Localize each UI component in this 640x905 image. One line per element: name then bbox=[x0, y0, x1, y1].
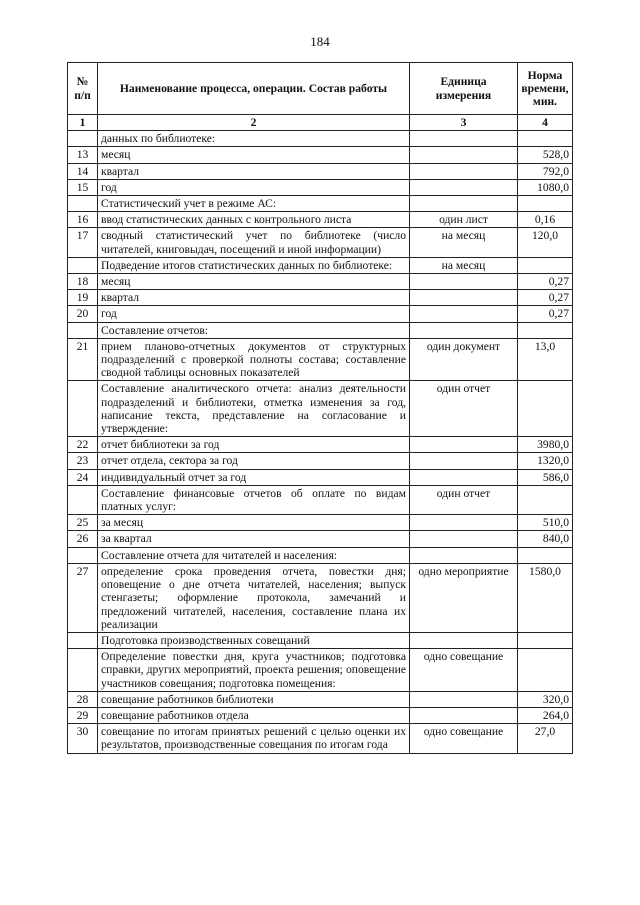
table-row bbox=[68, 649, 573, 692]
row-unit: одно совещание bbox=[410, 649, 518, 692]
table-row bbox=[68, 691, 573, 707]
row-unit bbox=[410, 453, 518, 469]
header-time-norm: Норма времени, мин. bbox=[518, 63, 573, 115]
row-time-norm: 1580,0 bbox=[518, 563, 573, 632]
row-number: 24 bbox=[68, 469, 98, 485]
row-number: 15 bbox=[68, 179, 98, 195]
row-number: 14 bbox=[68, 163, 98, 179]
row-time-norm: 27,0 bbox=[518, 724, 573, 753]
row-time-norm: 3980,0 bbox=[518, 437, 573, 453]
row-unit: на месяц bbox=[410, 228, 518, 257]
table-row bbox=[68, 381, 573, 437]
header-number: № п/п bbox=[68, 63, 98, 115]
row-description: Составление отчетов: bbox=[98, 322, 410, 338]
table-row bbox=[68, 290, 573, 306]
row-unit bbox=[410, 179, 518, 195]
row-description: месяц bbox=[98, 274, 410, 290]
row-number bbox=[68, 257, 98, 273]
row-number: 28 bbox=[68, 691, 98, 707]
row-time-norm: 13,0 bbox=[518, 338, 573, 381]
row-number: 19 bbox=[68, 290, 98, 306]
row-description: определение срока проведения отчета, повестки дня; оповещение о дне отчета читателей, населения; выпуск стенгазеты; оформление протокола, замечаний и предложений читателей, населения, составление плана их реализации bbox=[98, 563, 410, 632]
row-time-norm bbox=[518, 257, 573, 273]
row-description: квартал bbox=[98, 163, 410, 179]
row-time-norm: 0,27 bbox=[518, 290, 573, 306]
row-unit bbox=[410, 131, 518, 147]
table-row bbox=[68, 196, 573, 212]
row-time-norm bbox=[518, 547, 573, 563]
row-number: 25 bbox=[68, 515, 98, 531]
table-row bbox=[68, 274, 573, 290]
column-number-1: 1 bbox=[68, 115, 98, 131]
row-unit bbox=[410, 691, 518, 707]
row-number: 18 bbox=[68, 274, 98, 290]
row-number bbox=[68, 632, 98, 648]
row-time-norm bbox=[518, 381, 573, 437]
row-description: за месяц bbox=[98, 515, 410, 531]
row-unit bbox=[410, 515, 518, 531]
row-number: 29 bbox=[68, 707, 98, 723]
row-time-norm bbox=[518, 632, 573, 648]
column-number-4: 4 bbox=[518, 115, 573, 131]
row-number: 27 bbox=[68, 563, 98, 632]
row-number: 22 bbox=[68, 437, 98, 453]
header-row bbox=[68, 63, 573, 115]
row-unit bbox=[410, 469, 518, 485]
table-row bbox=[68, 338, 573, 381]
table-row bbox=[68, 147, 573, 163]
table-row bbox=[68, 453, 573, 469]
row-number bbox=[68, 547, 98, 563]
column-number-2: 2 bbox=[98, 115, 410, 131]
row-description: за квартал bbox=[98, 531, 410, 547]
row-time-norm bbox=[518, 131, 573, 147]
row-time-norm: 0,27 bbox=[518, 274, 573, 290]
row-description: год bbox=[98, 306, 410, 322]
row-description: Составление финансовые отчетов об оплате по видам платных услуг: bbox=[98, 485, 410, 514]
table-row bbox=[68, 707, 573, 723]
row-unit: один лист bbox=[410, 212, 518, 228]
row-time-norm: 792,0 bbox=[518, 163, 573, 179]
row-description: квартал bbox=[98, 290, 410, 306]
page-number: 184 bbox=[310, 34, 330, 49]
row-time-norm bbox=[518, 196, 573, 212]
row-number bbox=[68, 485, 98, 514]
table-row bbox=[68, 437, 573, 453]
row-time-norm: 840,0 bbox=[518, 531, 573, 547]
row-time-norm: 586,0 bbox=[518, 469, 573, 485]
table-row bbox=[68, 228, 573, 257]
row-unit: один отчет bbox=[410, 381, 518, 437]
row-unit: один документ bbox=[410, 338, 518, 381]
table-row bbox=[68, 485, 573, 514]
header-unit: Единица измерения bbox=[410, 63, 518, 115]
row-number bbox=[68, 131, 98, 147]
row-time-norm: 0,16 bbox=[518, 212, 573, 228]
table-row bbox=[68, 322, 573, 338]
row-description: ввод статистических данных с контрольного листа bbox=[98, 212, 410, 228]
row-unit: одно совещание bbox=[410, 724, 518, 753]
row-description: Определение повестки дня, круга участников; подготовка справки, других мероприятий, проекта решения; оповещение участников совещания; подготовка помещения: bbox=[98, 649, 410, 692]
table-row bbox=[68, 547, 573, 563]
row-time-norm bbox=[518, 322, 573, 338]
row-unit bbox=[410, 437, 518, 453]
table-row bbox=[68, 306, 573, 322]
table-row bbox=[68, 257, 573, 273]
row-description: сводный статистический учет по библиотеке (число читателей, книговыдач, посещений и иной информации) bbox=[98, 228, 410, 257]
row-number: 17 bbox=[68, 228, 98, 257]
time-norms-table bbox=[67, 62, 573, 754]
row-description: Составление аналитического отчета: анализ деятельности подразделений и библиотеки, отметка изменения за год, написание текста, представление на согласование и утверждение: bbox=[98, 381, 410, 437]
row-number: 30 bbox=[68, 724, 98, 753]
row-number bbox=[68, 381, 98, 437]
table-row bbox=[68, 469, 573, 485]
row-time-norm bbox=[518, 485, 573, 514]
row-description: Подведение итогов статистических данных по библиотеке: bbox=[98, 257, 410, 273]
row-unit bbox=[410, 196, 518, 212]
row-time-norm: 1320,0 bbox=[518, 453, 573, 469]
row-description: Составление отчета для читателей и населения: bbox=[98, 547, 410, 563]
table-row bbox=[68, 212, 573, 228]
table-row bbox=[68, 531, 573, 547]
row-unit bbox=[410, 163, 518, 179]
row-number bbox=[68, 196, 98, 212]
row-description: отчет отдела, сектора за год bbox=[98, 453, 410, 469]
table-row bbox=[68, 515, 573, 531]
row-unit bbox=[410, 632, 518, 648]
row-unit: одно мероприятие bbox=[410, 563, 518, 632]
row-unit bbox=[410, 707, 518, 723]
column-numbers-row bbox=[68, 115, 573, 131]
row-number: 20 bbox=[68, 306, 98, 322]
row-number: 16 bbox=[68, 212, 98, 228]
table-body bbox=[68, 131, 573, 753]
row-unit bbox=[410, 290, 518, 306]
row-time-norm: 528,0 bbox=[518, 147, 573, 163]
table-row bbox=[68, 563, 573, 632]
column-number-3: 3 bbox=[410, 115, 518, 131]
table-row bbox=[68, 163, 573, 179]
row-description: год bbox=[98, 179, 410, 195]
table-row bbox=[68, 179, 573, 195]
row-description: совещание работников отдела bbox=[98, 707, 410, 723]
row-number: 26 bbox=[68, 531, 98, 547]
table-row bbox=[68, 724, 573, 753]
row-description: Подготовка производственных совещаний bbox=[98, 632, 410, 648]
row-unit bbox=[410, 547, 518, 563]
row-unit: на месяц bbox=[410, 257, 518, 273]
row-unit: один отчет bbox=[410, 485, 518, 514]
table-row bbox=[68, 131, 573, 147]
row-unit bbox=[410, 147, 518, 163]
row-number: 23 bbox=[68, 453, 98, 469]
row-time-norm: 0,27 bbox=[518, 306, 573, 322]
row-unit bbox=[410, 322, 518, 338]
row-time-norm: 1080,0 bbox=[518, 179, 573, 195]
row-time-norm: 510,0 bbox=[518, 515, 573, 531]
row-description: прием планово-отчетных документов от структурных подразделений с проверкой полноты состава; составление сводной таблицы основных показателей bbox=[98, 338, 410, 381]
row-description: индивидуальный отчет за год bbox=[98, 469, 410, 485]
row-description: месяц bbox=[98, 147, 410, 163]
row-time-norm: 264,0 bbox=[518, 707, 573, 723]
row-description: данных по библиотеке: bbox=[98, 131, 410, 147]
table-row bbox=[68, 632, 573, 648]
row-number: 13 bbox=[68, 147, 98, 163]
row-number: 21 bbox=[68, 338, 98, 381]
row-unit bbox=[410, 306, 518, 322]
row-description: Статистический учет в режиме АС: bbox=[98, 196, 410, 212]
row-time-norm: 320,0 bbox=[518, 691, 573, 707]
header-process-name: Наименование процесса, операции. Состав работы bbox=[98, 63, 410, 115]
row-number bbox=[68, 649, 98, 692]
row-unit bbox=[410, 274, 518, 290]
row-description: совещание работников библиотеки bbox=[98, 691, 410, 707]
row-description: отчет библиотеки за год bbox=[98, 437, 410, 453]
row-unit bbox=[410, 531, 518, 547]
row-time-norm bbox=[518, 649, 573, 692]
row-time-norm: 120,0 bbox=[518, 228, 573, 257]
row-number bbox=[68, 322, 98, 338]
row-description: совещание по итогам принятых решений с целью оценки их результатов, производственные совещания по итогам года bbox=[98, 724, 410, 753]
